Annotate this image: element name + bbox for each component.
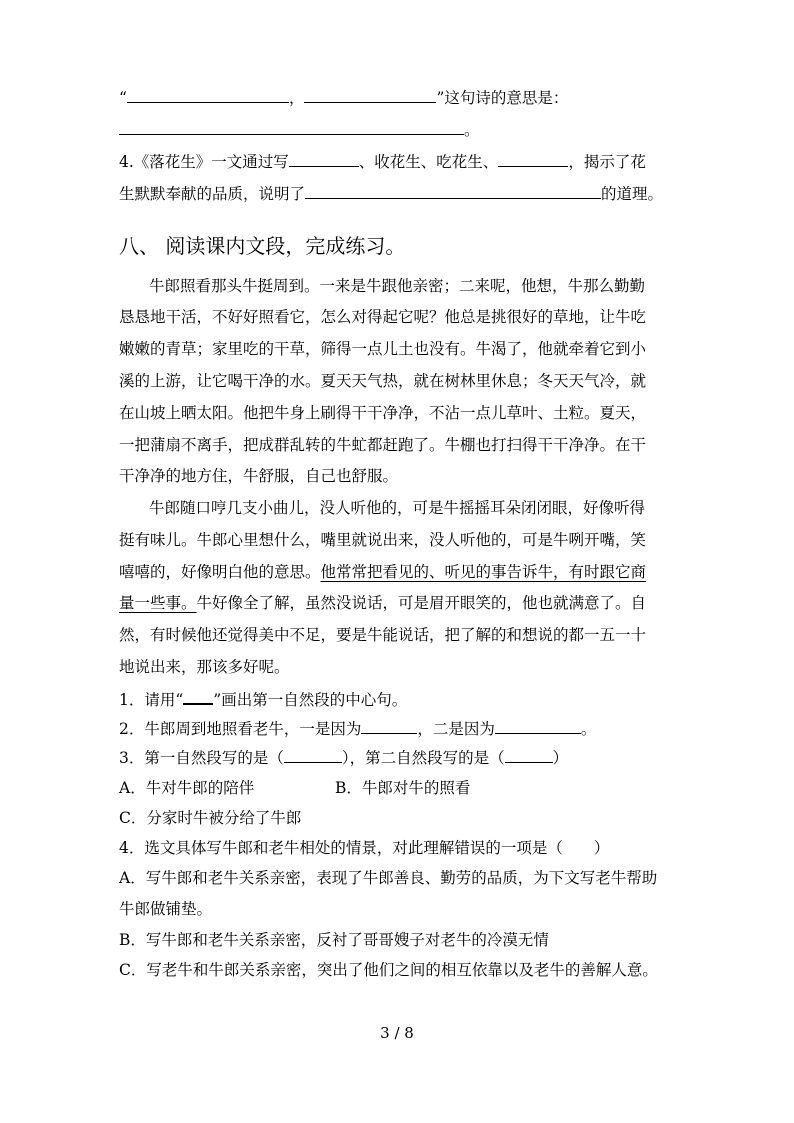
answer-blank[interactable] (119, 120, 464, 135)
q3-poem-line: “ ， ”这句诗的意思是： (119, 89, 569, 107)
q4-option-a-cont: 牛郎做铺垫。 (119, 900, 213, 918)
q4-option-a[interactable]: A．写牛郎和老牛关系亲密，表现了牛郎善良、勤劳的品质，为下文写老牛帮助 (119, 869, 658, 887)
underlined-sentence: 他常常把看见的、听见的事告诉牛，有时跟它商 (320, 563, 647, 581)
section-eight-heading: 八、 阅读课内文段，完成练习。 (119, 234, 406, 258)
answer-blank[interactable] (304, 88, 436, 103)
passage-p1-line: 嫩嫩的青草；家里吃的干草，筛得一点儿土也没有。牛渴了，他就牵着它到小 (119, 340, 647, 358)
question-3-options-row (119, 778, 254, 798)
question-2: 2．牛郎周到地照看老牛，一是因为 ，二是因为 。 (119, 720, 597, 738)
passage-p2-line: 地说出来，那该多好呢。 (119, 658, 290, 676)
answer-blank[interactable] (495, 719, 581, 734)
option-b[interactable]: B．牛郎对牛的照看 (335, 779, 471, 797)
q4-line1: 4.《落花生》一文通过写 、收花生、吃花生、 ，揭示了花 (119, 153, 646, 171)
q4-line2: 生默默奉献的品质，说明了 的道理。 (119, 185, 664, 203)
q4-option-c[interactable]: C．写老牛和牛郎关系亲密，突出了他们之间的相互依靠以及老牛的善解人意。 (119, 961, 658, 979)
q4-option-b[interactable]: B．写牛郎和老牛关系亲密，反衬了哥哥嫂子对老牛的冷漠无情 (119, 931, 549, 949)
underlined-sentence: 量一些事。 (119, 594, 197, 612)
q3-meaning-line: 。 (119, 120, 480, 140)
passage-p1-line: 一把蒲扇不离手，把成群乱转的牛虻都赶跑了。牛棚也打扫得干干净净。在干 (119, 436, 647, 454)
passage-p1-line: 牛郎照看那头牛挺周到。一来是牛跟他亲密；二来呢，他想，牛那么勤勤 (149, 277, 646, 295)
passage-p2-line: 然，有时候他还觉得美中不足，要是牛能说话，把了解的和想说的都一五一十 (119, 626, 647, 644)
passage-p1-line: 干净净的地方住，牛舒服，自己也舒服。 (119, 467, 399, 485)
page-number: 3 / 8 (380, 1024, 414, 1042)
passage-p1-line: 恳恳地干活，不好好照看它，怎么对得起它呢？他总是挑很好的草地，让牛吃 (119, 308, 647, 326)
answer-blank[interactable] (305, 184, 601, 199)
option-c[interactable]: C．分家时牛被分给了牛郎 (119, 809, 302, 827)
answer-blank[interactable] (361, 719, 417, 734)
passage-p1-line: 在山坡上晒太阳。他把牛身上刷得干干净净，不沾一点儿草叶、土粒。夏天， (119, 404, 647, 422)
passage-p1-line: 溪的上游，让它喝干净的水。夏天天气热，就在树林里休息；冬天天气冷，就 (119, 372, 647, 390)
answer-blank[interactable] (498, 152, 568, 167)
answer-blank[interactable] (505, 748, 553, 763)
question-4: 4．选文具体写牛郎和老牛相处的情景，对此理解错误的一项是（ ） (119, 839, 610, 857)
option-a[interactable]: A．牛对牛郎的陪伴 (119, 779, 255, 797)
passage-p2-line: 量一些事。牛好像全了解，虽然没说话，可是眉开眼笑的，他也就满意了。自 (119, 594, 647, 612)
passage-p2-line: 挺有味儿。牛郎心里想什么，嘴里就说出来，没人听他的，可是牛咧开嘴，笑 (119, 531, 647, 549)
question-1: 1．请用“ ”画出第一自然段的中心句。 (119, 691, 408, 709)
question-3: 3．第一自然段写的是（ ），第二自然段写的是（ ） (119, 749, 569, 767)
answer-blank[interactable] (289, 152, 359, 167)
answer-blank[interactable] (284, 748, 342, 763)
answer-blank[interactable] (127, 88, 289, 103)
passage-p2-line: 嘻嘻的，好像明白他的意思。他常常把看见的、听见的事告诉牛，有时跟它商 (119, 563, 647, 581)
passage-p2-line: 牛郎随口哼几支小曲儿，没人听他的，可是牛摇摇耳朵闭闭眼，好像听得 (149, 499, 646, 517)
underline-symbol (183, 689, 213, 705)
